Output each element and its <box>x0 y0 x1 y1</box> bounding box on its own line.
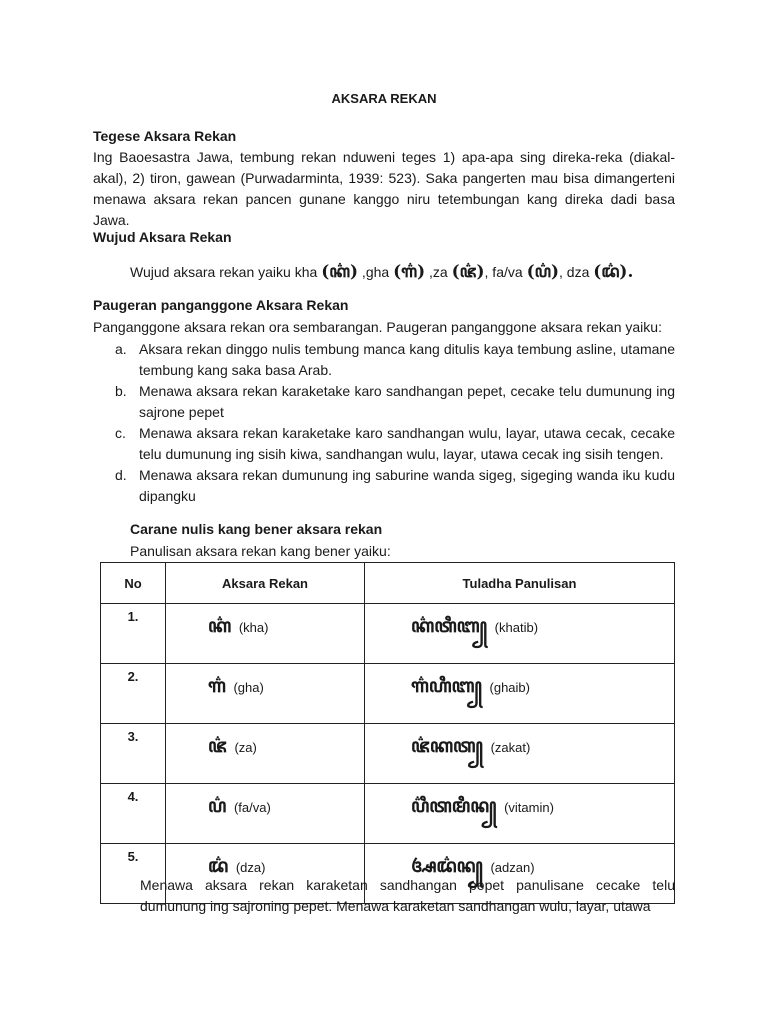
tuladha-cell <box>365 604 675 664</box>
aksara-cell <box>166 604 365 664</box>
aksara-glyph: ꦥ꦳ <box>208 795 227 817</box>
table-row <box>101 604 675 664</box>
list-marker: c. <box>115 425 126 441</box>
list-marker: b. <box>115 383 127 399</box>
document-title: AKSARA REKAN <box>331 91 437 106</box>
section-heading-paugeran: Paugeran panganggone Aksara Rekan <box>93 297 349 313</box>
table-row <box>101 664 675 724</box>
tuladha-glyph: ꦄꦢ꦳ꦤ꧀ <box>411 855 483 877</box>
aksara-latin: (fa/va) <box>233 800 271 815</box>
list-item-text: Aksara rekan dinggo nulis tembung manca kang ditulis kaya tembung asline, utamane tembung kang saka basa Arab. <box>139 341 675 378</box>
table-row <box>101 784 675 844</box>
table-header-no: No <box>101 563 166 604</box>
aksara-cell <box>166 664 365 724</box>
tuladha-glyph: ꦥ꦳ꦶꦠꦩꦶꦤ꧀ <box>411 795 497 817</box>
glyph-kha: (ꦏ꦳) <box>321 262 359 282</box>
wujud-text-1: Wujud aksara rekan yaiku kha <box>130 264 322 280</box>
paragraph-paugeran-intro: Panganggone aksara rekan ora sembarangan. Paugeran panganggone aksara rekan yaiku: <box>93 319 662 335</box>
aksara-latin: (gha) <box>233 680 264 695</box>
aksara-latin: (dza) <box>235 860 266 875</box>
section-heading-carane: Carane nulis kang bener aksara rekan <box>130 521 383 537</box>
list-item-text: Menawa aksara rekan dumunung ing saburine wanda sigeg, sigeging wanda iku kudu dipangku <box>139 467 675 504</box>
row-number: 4. <box>101 784 166 844</box>
wujud-text-3: ,za <box>425 264 452 280</box>
tuladha-cell <box>365 784 675 844</box>
wujud-text-4: , fa/va <box>484 264 527 280</box>
row-number: 1. <box>101 604 166 664</box>
table-header-tuladha: Tuladha Panulisan <box>365 563 675 604</box>
wujud-text-5: , dza <box>559 264 594 280</box>
list-item <box>93 339 675 381</box>
aksara-cell <box>166 784 365 844</box>
rules-list <box>93 339 675 507</box>
glyph-gha: (ꦒ꦳) <box>393 262 426 282</box>
row-number: 5. <box>101 844 166 904</box>
aksara-latin: (za) <box>234 740 257 755</box>
row-number: 3. <box>101 724 166 784</box>
section-heading-tegese: Tegese Aksara Rekan <box>93 128 237 144</box>
tuladha-cell <box>365 724 675 784</box>
section-heading-wujud: Wujud Aksara Rekan <box>93 229 232 245</box>
paragraph-carane-intro: Panulisan aksara rekan kang bener yaiku: <box>130 543 391 559</box>
tuladha-glyph: ꦒ꦳ꦲꦶꦧ꧀ <box>411 675 482 697</box>
list-item <box>93 381 675 423</box>
list-item <box>93 423 675 465</box>
tuladha-glyph: ꦗ꦳ꦏꦠ꧀ <box>411 735 483 757</box>
tuladha-latin: (khatib) <box>494 620 539 635</box>
tuladha-cell <box>365 664 675 724</box>
list-item-text: Menawa aksara rekan karaketake karo sandhangan wulu, layar, utawa cecak, cecake telu dumunung ing sisih kiwa, sandhangan wulu, layar, utawa cecak ing sisih tengen. <box>139 425 675 462</box>
tuladha-latin: (ghaib) <box>489 680 530 695</box>
tuladha-glyph: ꦏ꦳ꦠꦶꦧ꧀ <box>411 615 488 637</box>
aksara-glyph: ꦒ꦳ <box>208 675 226 697</box>
wujud-line <box>130 258 633 293</box>
glyph-fa: (ꦥ꦳) <box>526 262 560 282</box>
aksara-latin: (kha) <box>238 620 269 635</box>
table-header-aksara: Aksara Rekan <box>166 563 365 604</box>
rekan-table <box>100 562 675 904</box>
list-item <box>93 465 675 507</box>
aksara-glyph: ꦗ꦳ <box>208 735 227 757</box>
glyph-dza: (ꦢ꦳). <box>593 262 634 282</box>
list-marker: d. <box>115 467 127 483</box>
list-marker: a. <box>115 341 127 357</box>
table-row <box>101 724 675 784</box>
tuladha-latin: (vitamin) <box>504 800 554 815</box>
list-item-text: Menawa aksara rekan karaketake karo sandhangan pepet, cecake telu dumunung ing sajrone pepet <box>139 383 675 420</box>
wujud-text-2: ,gha <box>358 264 394 280</box>
aksara-glyph: ꦏ꦳ <box>208 615 232 637</box>
row-number: 2. <box>101 664 166 724</box>
aksara-cell <box>166 724 365 784</box>
tuladha-latin: (adzan) <box>490 860 535 875</box>
aksara-glyph: ꦢ꦳ <box>208 855 229 877</box>
paragraph-tegese: Ing Baoesastra Jawa, tembung rekan nduweni teges 1) apa-apa sing direka-reka (diakal-akal), 2) tiron, gawean (Purwadarminta, 1939: 523). Saka pangerten mau bisa dimangerteni menawa aksara rekan pancen gunane kanggo niru tetembungan kang direka dadi basa Jawa. <box>93 149 675 228</box>
table-header-row <box>101 563 675 604</box>
tuladha-latin: (zakat) <box>490 740 531 755</box>
glyph-za: (ꦗ꦳) <box>451 262 485 282</box>
paragraph-footer: Menawa aksara rekan karaketan sandhangan pepet panulisane cecake telu dumunung ing sajroning pepet. Menawa karaketan sandhangan wulu, layar, utawa <box>140 877 675 914</box>
